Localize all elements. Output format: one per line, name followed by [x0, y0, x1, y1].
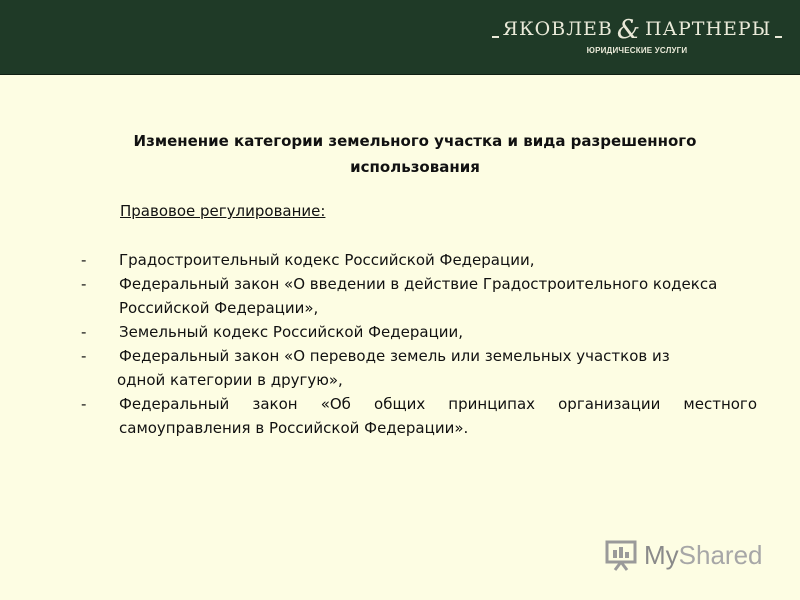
title-line-1: Изменение категории земельного участка и вида разрешенного: [133, 132, 697, 150]
list-item-text: [119, 272, 757, 320]
title-line-2: использования: [350, 158, 480, 176]
logo-rule-left: [492, 36, 499, 38]
list-item-continuation: одной категории в другую»,: [117, 371, 343, 389]
list-bullet: -: [81, 347, 87, 365]
list-item-line: Земельный кодекс Российской Федерации,: [119, 323, 464, 341]
list-item-line: Градостроительный кодекс Российской Федерации,: [119, 251, 535, 269]
list-item-text: [119, 248, 757, 272]
logo-name-part1: ЯКОВЛЕВ: [502, 18, 613, 40]
watermark-text-part1: My: [644, 539, 679, 570]
list-item-line: Российской Федерации»,: [119, 299, 319, 317]
header-bar: [0, 0, 800, 75]
list-item: [81, 248, 757, 272]
list-bullet: -: [81, 323, 87, 341]
logo-rule-right: [775, 36, 782, 38]
list-item-line: Федеральный закон «О введении в действие Градостроительного кодекса: [119, 275, 718, 293]
list-item-line: самоуправления в Российской Федерации».: [119, 419, 469, 437]
list-item-text: [119, 392, 757, 440]
watermark-logo: [604, 535, 764, 575]
logo-ampersand: &: [616, 15, 642, 45]
logo-name-part2: ПАРТНЕРЫ: [645, 18, 772, 40]
list-item-line: Федеральный закон «Об общих принципах организации местного: [119, 395, 757, 413]
list-item-text: [119, 320, 757, 344]
list-item: [81, 392, 757, 440]
list-bullet: -: [81, 395, 87, 413]
watermark-text: [644, 540, 763, 571]
presentation-board-icon: [604, 538, 638, 572]
company-logo: [492, 15, 782, 55]
law-list: [81, 248, 757, 440]
list-item: [81, 344, 757, 368]
section-subheading: Правовое регулирование:: [120, 202, 326, 220]
list-bullet: -: [81, 275, 87, 293]
list-item-text: [119, 344, 757, 368]
list-item-line: Федеральный закон «О переводе земель или земельных участков из: [119, 347, 670, 365]
watermark-text-part2: Shared: [678, 539, 763, 570]
list-item: [81, 272, 757, 320]
logo-wordmark: [492, 15, 782, 45]
logo-tagline: ЮРИДИЧЕСКИЕ УСЛУГИ: [586, 46, 688, 55]
document-title: [120, 128, 710, 180]
list-bullet: -: [81, 251, 87, 269]
list-item: [81, 320, 757, 344]
